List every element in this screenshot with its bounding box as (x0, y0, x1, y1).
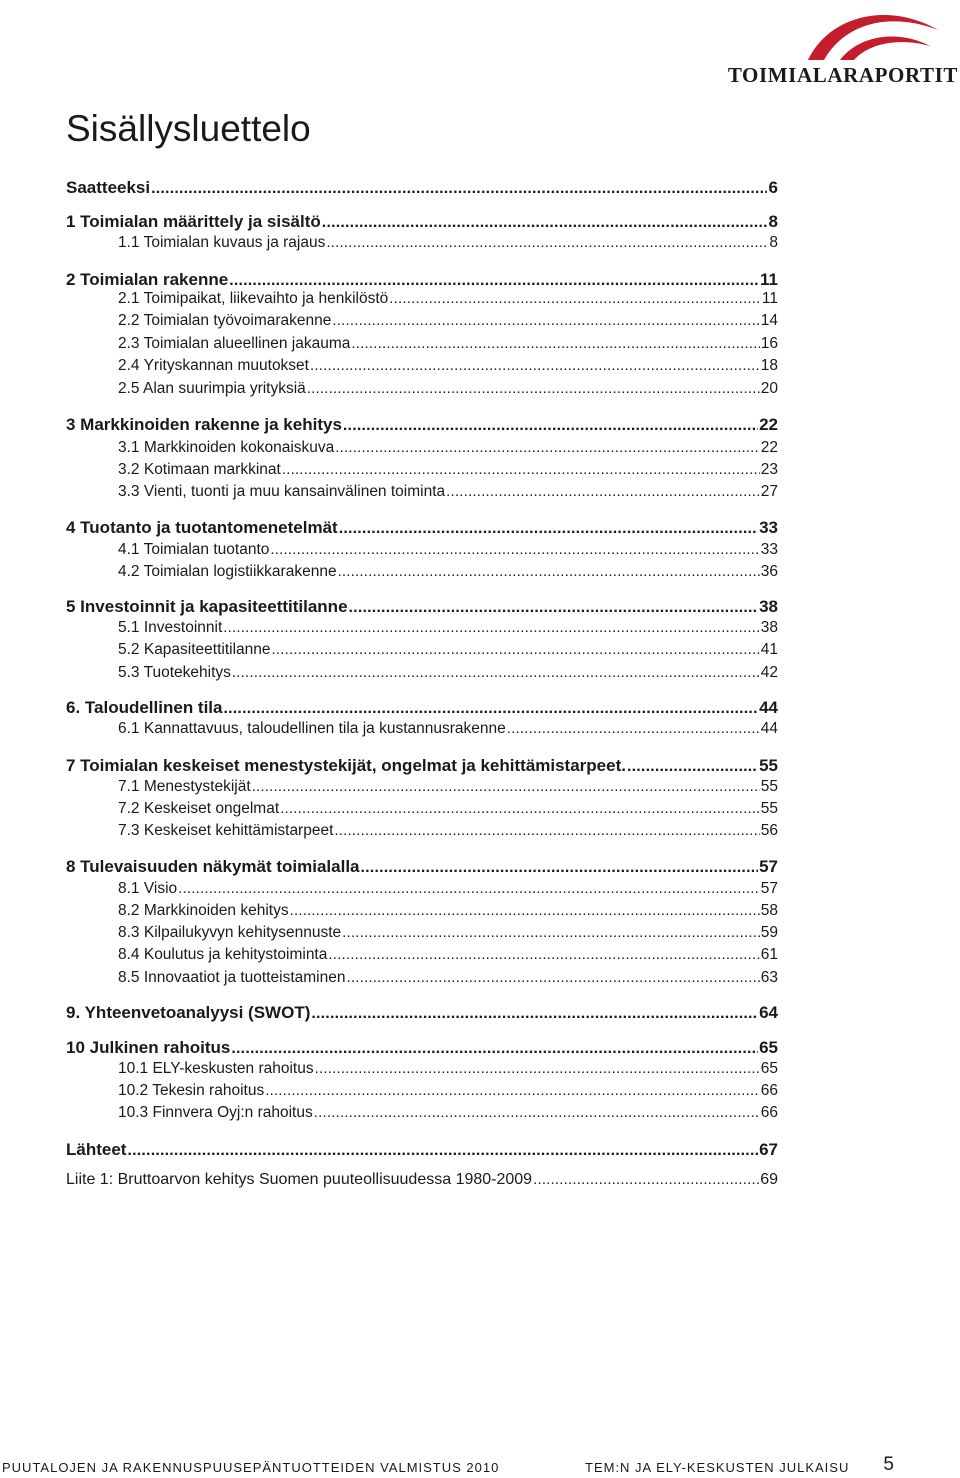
toc-entry-page: 56 (760, 822, 778, 839)
toc-leader-dots (310, 357, 760, 374)
toc-entry[interactable] (66, 664, 778, 682)
toc-leader-dots (315, 1060, 760, 1077)
toc-entry[interactable] (66, 212, 778, 232)
toc-entry-label: Lähteet (66, 1140, 127, 1159)
toc-leader-dots (290, 902, 760, 919)
toc-entry-label: 2 Toimialan rakenne (66, 270, 229, 289)
toc-leader-dots (314, 1104, 760, 1121)
toc-entry[interactable] (66, 290, 778, 308)
toc-leader-dots (127, 1142, 758, 1160)
toc-leader-dots (349, 599, 759, 617)
toc-leader-dots (351, 335, 759, 352)
toc-entry[interactable] (66, 461, 778, 479)
toc-entry-page: 55 (760, 800, 778, 817)
toc-leader-dots (389, 290, 761, 307)
toc-entry[interactable] (66, 800, 778, 818)
toc-entry-page: 20 (760, 380, 778, 397)
toc-entry-label: 1.1 Toimialan kuvaus ja rajaus (118, 234, 326, 251)
toc-leader-dots (627, 758, 758, 776)
toc-entry-page: 67 (759, 1140, 778, 1159)
toc-entry[interactable] (66, 1082, 778, 1100)
toc-leader-dots (307, 380, 760, 397)
toc-entry-label: 8.2 Markkinoiden kehitys (118, 902, 289, 919)
footer-publication-title: PUUTALOJEN JA RAKENNUSPUUSEPÄNTUOTTEIDEN VALMISTUS 2010 (2, 1460, 500, 1475)
toc-leader-dots (335, 439, 759, 456)
toc-entry-label: 8.4 Koulutus ja kehitystoiminta (118, 946, 328, 963)
toc-entry-page: 42 (760, 664, 778, 681)
toc-entry-page: 66 (760, 1104, 778, 1121)
toc-leader-dots (252, 778, 760, 795)
toc-entry-label: 2.4 Yrityskannan muutokset (118, 357, 309, 374)
toc-entry-label: 7 Toimialan keskeiset menestystekijät, ongelmat ja kehittämistarpeet. (66, 756, 626, 775)
toc-entry[interactable] (66, 234, 778, 252)
toc-entry-label: 8.3 Kilpailukyvyn kehitysennuste (118, 924, 342, 941)
toc-leader-dots (322, 214, 767, 232)
toc-entry[interactable] (66, 857, 778, 877)
toc-leader-dots (265, 1082, 760, 1099)
toc-entry[interactable] (66, 597, 778, 617)
toc-entry[interactable] (66, 1171, 778, 1189)
toc-leader-dots (280, 800, 760, 817)
toc-entry[interactable] (66, 312, 778, 330)
toc-entry-page: 27 (760, 483, 778, 500)
logo-swoosh-icon (790, 8, 950, 68)
toc-entry[interactable] (66, 1003, 778, 1023)
toc-entry-label: 2.3 Toimialan alueellinen jakauma (118, 335, 351, 352)
toc-entry-page: 69 (760, 1171, 778, 1188)
toc-entry-page: 36 (760, 563, 778, 580)
toc-entry[interactable] (66, 483, 778, 501)
toc-entry-label: 6.1 Kannattavuus, taloudellinen tila ja kustannusrakenne (118, 720, 506, 737)
toc-entry-page: 59 (760, 924, 778, 941)
toc-entry-page: 38 (760, 619, 778, 636)
toc-leader-dots (223, 619, 759, 636)
toc-entry-label: 10.3 Finnvera Oyj:n rahoitus (118, 1104, 313, 1121)
toc-entry-page: 41 (760, 641, 778, 658)
toc-entry-page: 8 (769, 234, 778, 251)
toc-entry-page: 66 (760, 1082, 778, 1099)
toc-entry-page: 23 (760, 461, 778, 478)
toc-entry-label: 5.3 Tuotekehitys (118, 664, 231, 681)
toc-entry-label: 8 Tulevaisuuden näkymät toimialalla (66, 857, 360, 876)
logo-text: TOIMIALARAPORTIT (727, 63, 958, 87)
page-number: 5 (883, 1454, 894, 1475)
toc-leader-dots (361, 859, 759, 877)
toc-entry[interactable] (66, 1038, 778, 1058)
toc-leader-dots (342, 924, 760, 941)
toc-entry-label: 10.2 Tekesin rahoitus (118, 1082, 265, 1099)
toc-entry-label: 2.2 Toimialan työvoimarakenne (118, 312, 332, 329)
toc-entry[interactable] (66, 969, 778, 987)
toc-entry-label: 4.1 Toimialan tuotanto (118, 541, 270, 558)
toc-entry-page: 57 (760, 880, 778, 897)
toc-entry-label: 3.2 Kotimaan markkinat (118, 461, 281, 478)
toc-entry-label: 7.1 Menestystekijät (118, 778, 251, 795)
toc-entry-page: 57 (759, 857, 778, 876)
brand-logo (728, 8, 958, 86)
toc-entry[interactable] (66, 178, 778, 198)
toc-entry-label: 7.2 Keskeiset ongelmat (118, 800, 280, 817)
toc-entry[interactable] (66, 541, 778, 559)
toc-entry-label: 8.5 Innovaatiot ja tuotteistaminen (118, 969, 346, 986)
toc-entry-label: 10.1 ELY-keskusten rahoitus (118, 1060, 314, 1077)
toc-leader-dots (326, 234, 767, 251)
toc-leader-dots (224, 700, 759, 718)
toc-entry-page: 11 (760, 270, 778, 289)
toc-entry-page: 65 (759, 1038, 778, 1057)
toc-entry-label: 3 Markkinoiden rakenne ja kehitys (66, 415, 342, 434)
toc-entry-page: 33 (759, 518, 778, 537)
toc-entry-label: Liite 1: Bruttoarvon kehitys Suomen puuteollisuudessa 1980-2009 (66, 1171, 533, 1188)
toc-entry[interactable] (66, 439, 778, 457)
toc-entry-label: 3.3 Vienti, tuonti ja muu kansainvälinen toiminta (118, 483, 446, 500)
toc-entry-page: 63 (760, 969, 778, 986)
toc-leader-dots (282, 461, 760, 478)
toc-entry-page: 6 (768, 178, 778, 197)
toc-entry-label: 10 Julkinen rahoitus (66, 1038, 231, 1057)
toc-entry[interactable] (66, 415, 778, 435)
toc-entry[interactable] (66, 880, 778, 898)
toc-entry-page: 22 (760, 439, 778, 456)
toc-entry[interactable] (66, 335, 778, 353)
toc-entry-label: 9. Yhteenvetoanalyysi (SWOT) (66, 1003, 311, 1022)
toc-entry[interactable] (66, 518, 778, 538)
toc-leader-dots (346, 969, 759, 986)
toc-entry-page: 44 (759, 698, 778, 717)
toc-entry[interactable] (66, 720, 778, 738)
toc-entry[interactable] (66, 902, 778, 920)
toc-entry[interactable] (66, 822, 778, 840)
toc-entry-page: 65 (760, 1060, 778, 1077)
page-title: Sisällysluettelo (66, 108, 311, 149)
toc-entry[interactable] (66, 357, 778, 375)
toc-leader-dots (232, 664, 760, 681)
toc-leader-dots (272, 641, 760, 658)
toc-entry[interactable] (66, 619, 778, 637)
toc-entry-label: 3.1 Markkinoiden kokonaiskuva (118, 439, 335, 456)
toc-entry-page: 8 (768, 212, 778, 231)
toc-entry-page: 16 (760, 335, 778, 352)
toc-entry-page: 22 (759, 415, 778, 434)
toc-entry-page: 18 (760, 357, 778, 374)
toc-entry-page: 64 (759, 1003, 778, 1022)
toc-leader-dots (338, 563, 760, 580)
toc-entry[interactable] (66, 1060, 778, 1078)
toc-leader-dots (507, 720, 760, 737)
toc-entry-page: 58 (760, 902, 778, 919)
toc-leader-dots (339, 520, 758, 538)
toc-leader-dots (334, 822, 759, 839)
toc-leader-dots (178, 880, 760, 897)
toc-entry[interactable] (66, 698, 778, 718)
toc-entry-page: 55 (759, 756, 778, 775)
toc-leader-dots (231, 1040, 758, 1058)
toc-entry[interactable] (66, 380, 778, 398)
toc-entry-label: Saatteeksi (66, 178, 151, 197)
toc-leader-dots (446, 483, 760, 500)
toc-entry[interactable] (66, 1104, 778, 1122)
toc-leader-dots (229, 272, 759, 290)
toc-entry-page: 61 (760, 946, 778, 963)
toc-entry[interactable] (66, 563, 778, 581)
toc-entry[interactable] (66, 756, 778, 776)
toc-entry-label: 2.5 Alan suurimpia yrityksiä (118, 380, 306, 397)
toc-entry[interactable] (66, 946, 778, 964)
toc-entry[interactable] (66, 924, 778, 942)
toc-entry-label: 7.3 Keskeiset kehittämistarpeet (118, 822, 334, 839)
toc-entry-page: 55 (760, 778, 778, 795)
toc-leader-dots (311, 1005, 758, 1023)
toc-entry-label: 6. Taloudellinen tila (66, 698, 223, 717)
toc-entry-label: 5.1 Investoinnit (118, 619, 223, 636)
toc-entry-page: 14 (760, 312, 778, 329)
toc-entry[interactable] (66, 1140, 778, 1160)
toc-entry-page: 44 (760, 720, 778, 737)
toc-leader-dots (328, 946, 759, 963)
toc-entry-label: 1 Toimialan määrittely ja sisältö (66, 212, 321, 231)
toc-leader-dots (151, 180, 767, 198)
toc-entry[interactable] (66, 778, 778, 796)
toc-entry-label: 4.2 Toimialan logistiikkarakenne (118, 563, 337, 580)
toc-leader-dots (533, 1171, 759, 1188)
toc-leader-dots (270, 541, 759, 558)
toc-entry[interactable] (66, 270, 778, 290)
toc-entry-label: 2.1 Toimipaikat, liikevaihto ja henkilöstö (118, 290, 389, 307)
toc-leader-dots (343, 417, 758, 435)
toc-entry[interactable] (66, 641, 778, 659)
toc-leader-dots (332, 312, 759, 329)
toc-entry-label: 5 Investoinnit ja kapasiteettitilanne (66, 597, 348, 616)
toc-entry-label: 4 Tuotanto ja tuotantomenetelmät (66, 518, 338, 537)
toc-entry-page: 33 (760, 541, 778, 558)
toc-entry-page: 38 (759, 597, 778, 616)
footer-publisher: TEM:N JA ELY-KESKUSTEN JULKAISU (585, 1460, 850, 1475)
toc-entry-label: 5.2 Kapasiteettitilanne (118, 641, 271, 658)
page-footer (0, 1456, 960, 1478)
toc-entry-label: 8.1 Visio (118, 880, 178, 897)
toc-entry-page: 11 (761, 290, 778, 307)
